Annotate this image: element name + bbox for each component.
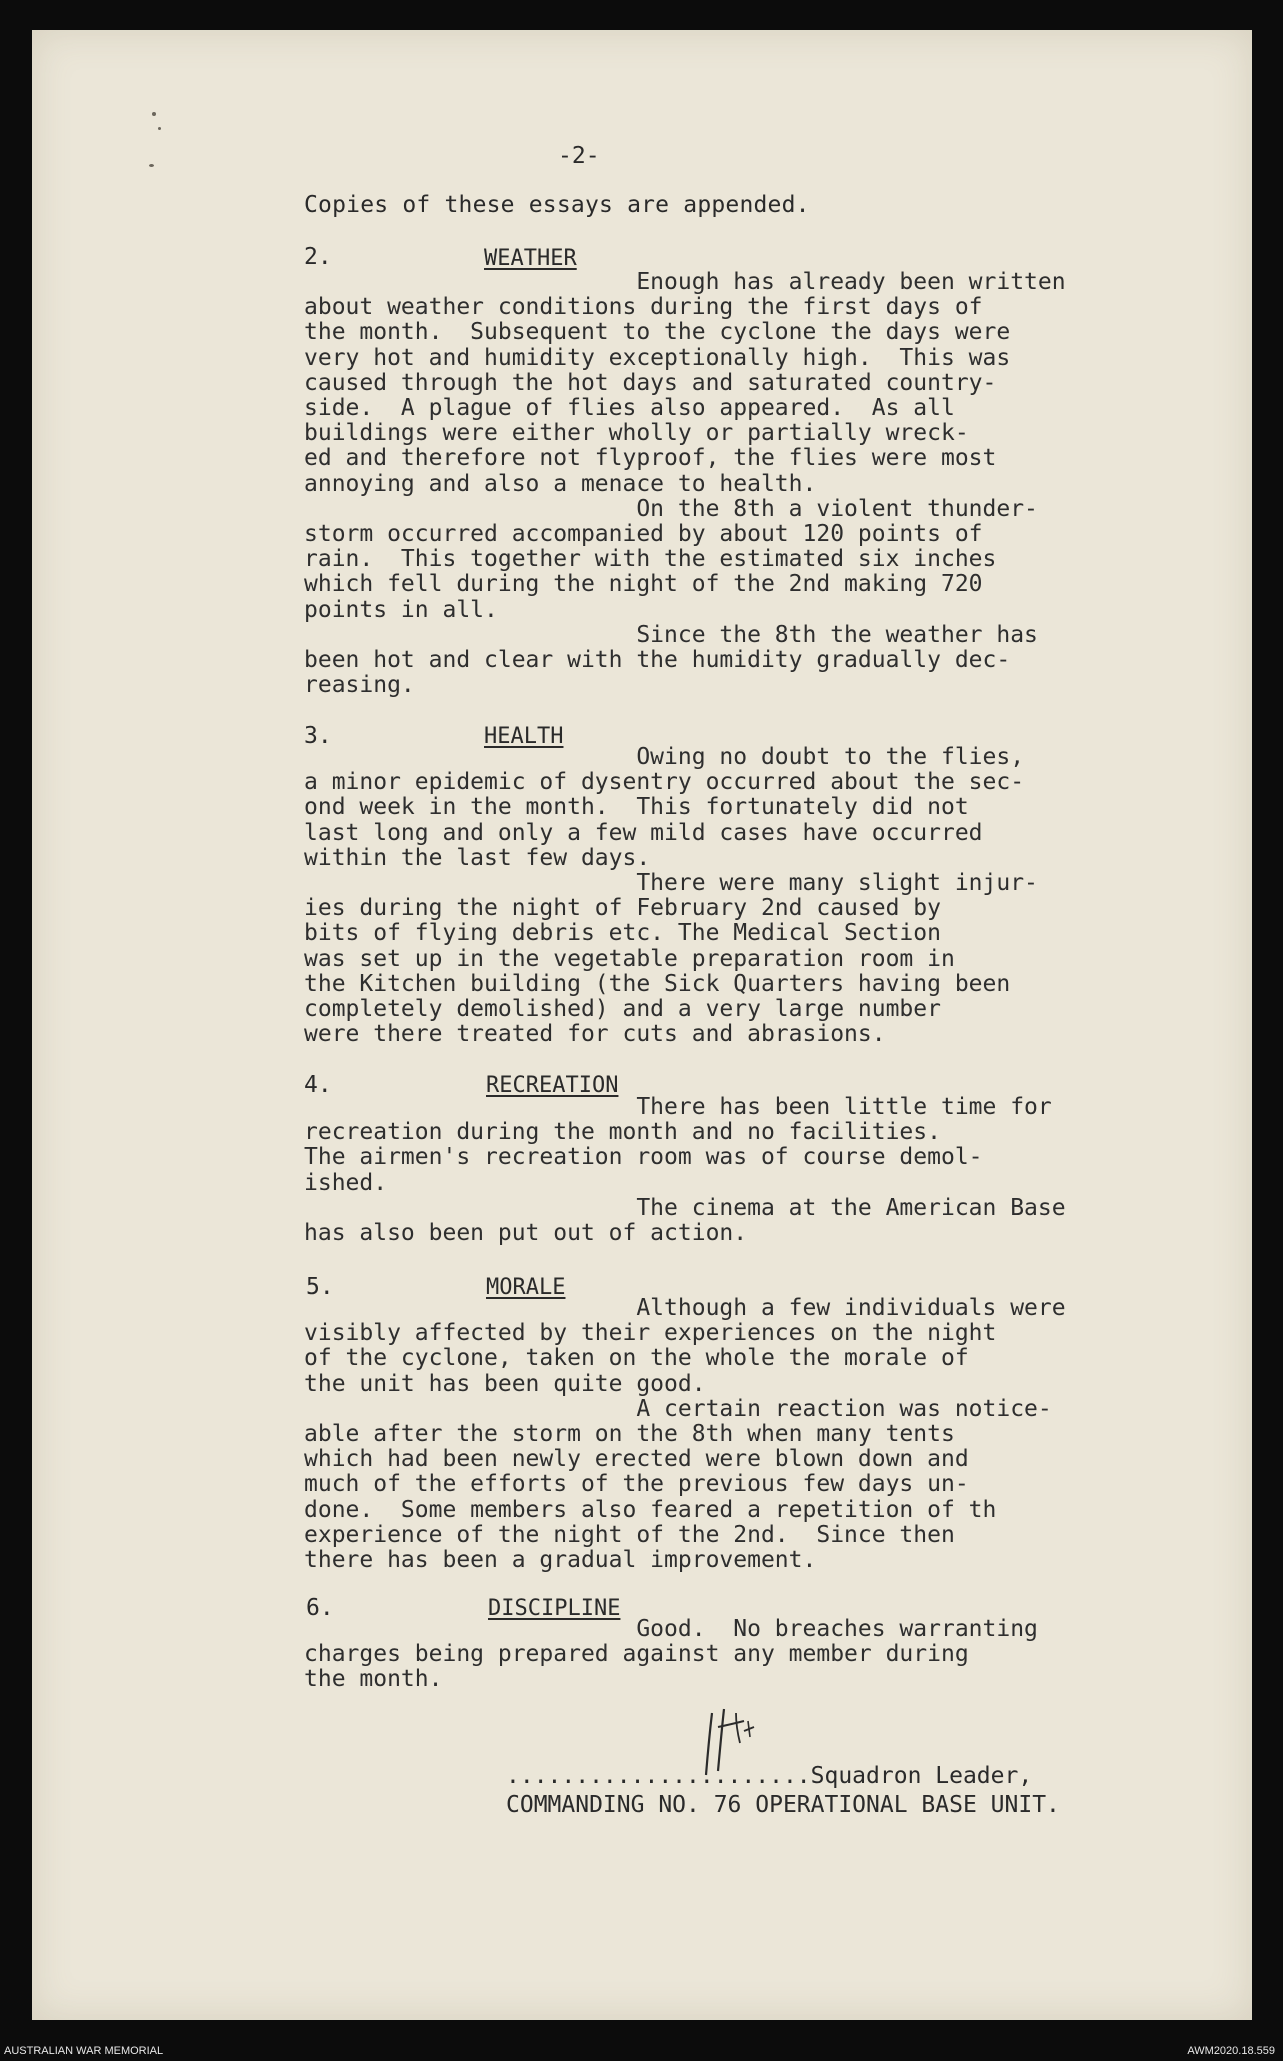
- archive-reference: AWM2020.18.559: [1187, 2045, 1275, 2057]
- section-heading-health: HEALTH: [484, 724, 564, 749]
- archive-credit: AUSTRALIAN WAR MEMORIAL: [4, 2045, 164, 2057]
- section-heading-discipline: DISCIPLINE: [488, 1596, 621, 1621]
- section-body-discipline: Good. No breaches warranting charges being prepared against any member during the month.: [304, 1616, 1038, 1693]
- section-heading-weather: WEATHER: [484, 246, 577, 271]
- section-number-health: 3.: [304, 723, 332, 749]
- section-number-weather: 2.: [304, 244, 332, 270]
- paper-speck: [149, 164, 154, 167]
- section-body-morale: Although a few individuals were visibly affected by their experiences on the night of the cyclone, taken on the whole the morale of the unit has been quite good. A certain reaction was notice- able after the storm on the 8th when many tents which had been newly erected were blown down and much of the efforts of the previous few days un- done. Some members also feared a repetition of th experience of the night of the 2nd. Since then there has been a gradual improvement.: [304, 1295, 1066, 1574]
- page-number: -2-: [558, 143, 600, 169]
- paper-speck: [158, 127, 161, 130]
- section-number-recreation: 4.: [304, 1072, 332, 1098]
- signature-line: ......................Squadron Leader,: [506, 1763, 1033, 1789]
- section-number-morale: 5.: [306, 1274, 334, 1300]
- intro-line: Copies of these essays are appended.: [304, 192, 810, 218]
- section-body-recreation: There has been little time for recreation during the month and no facilities. The airmen's recreation room was of course demol- ished. The cinema at the American Base has also been put out of action.: [304, 1094, 1066, 1247]
- section-heading-recreation: RECREATION: [486, 1073, 619, 1098]
- section-heading-morale: MORALE: [486, 1275, 566, 1300]
- paper-speck: [152, 112, 156, 116]
- signatory-title: COMMANDING NO. 76 OPERATIONAL BASE UNIT.: [506, 1792, 1060, 1818]
- section-body-weather: Enough has already been written about weather conditions during the first days of the month. Subsequent to the cyclone the days were very hot and humidity exceptionally high. This was caused through the hot days and saturated country- side. A plague of flies also appeared. As all buildings were either wholly or partially wreck- ed and therefore not flyproof, the flies were most annoying and also a menace to health. On the 8th a violent thunder- storm occurred accompanied by about 120 points of rain. This together with the estimated six inches which fell during the night of the 2nd making 720 points in all. Since the 8th the weather has been hot and clear with the humidity gradually dec- reasing.: [304, 269, 1066, 699]
- section-body-health: Owing no doubt to the flies, a minor epidemic of dysentry occurred about the sec- ond week in the month. This fortunately did not last long and only a few mild cases have occurred within the last few days. There were many slight injur- ies during the night of February 2nd caused by bits of flying debris etc. The Medical Section was set up in the vegetable preparation room in the Kitchen building (the Sick Quarters having been completely demolished) and a very large number were there treated for cuts and abrasions.: [304, 744, 1038, 1048]
- section-number-discipline: 6.: [306, 1595, 334, 1621]
